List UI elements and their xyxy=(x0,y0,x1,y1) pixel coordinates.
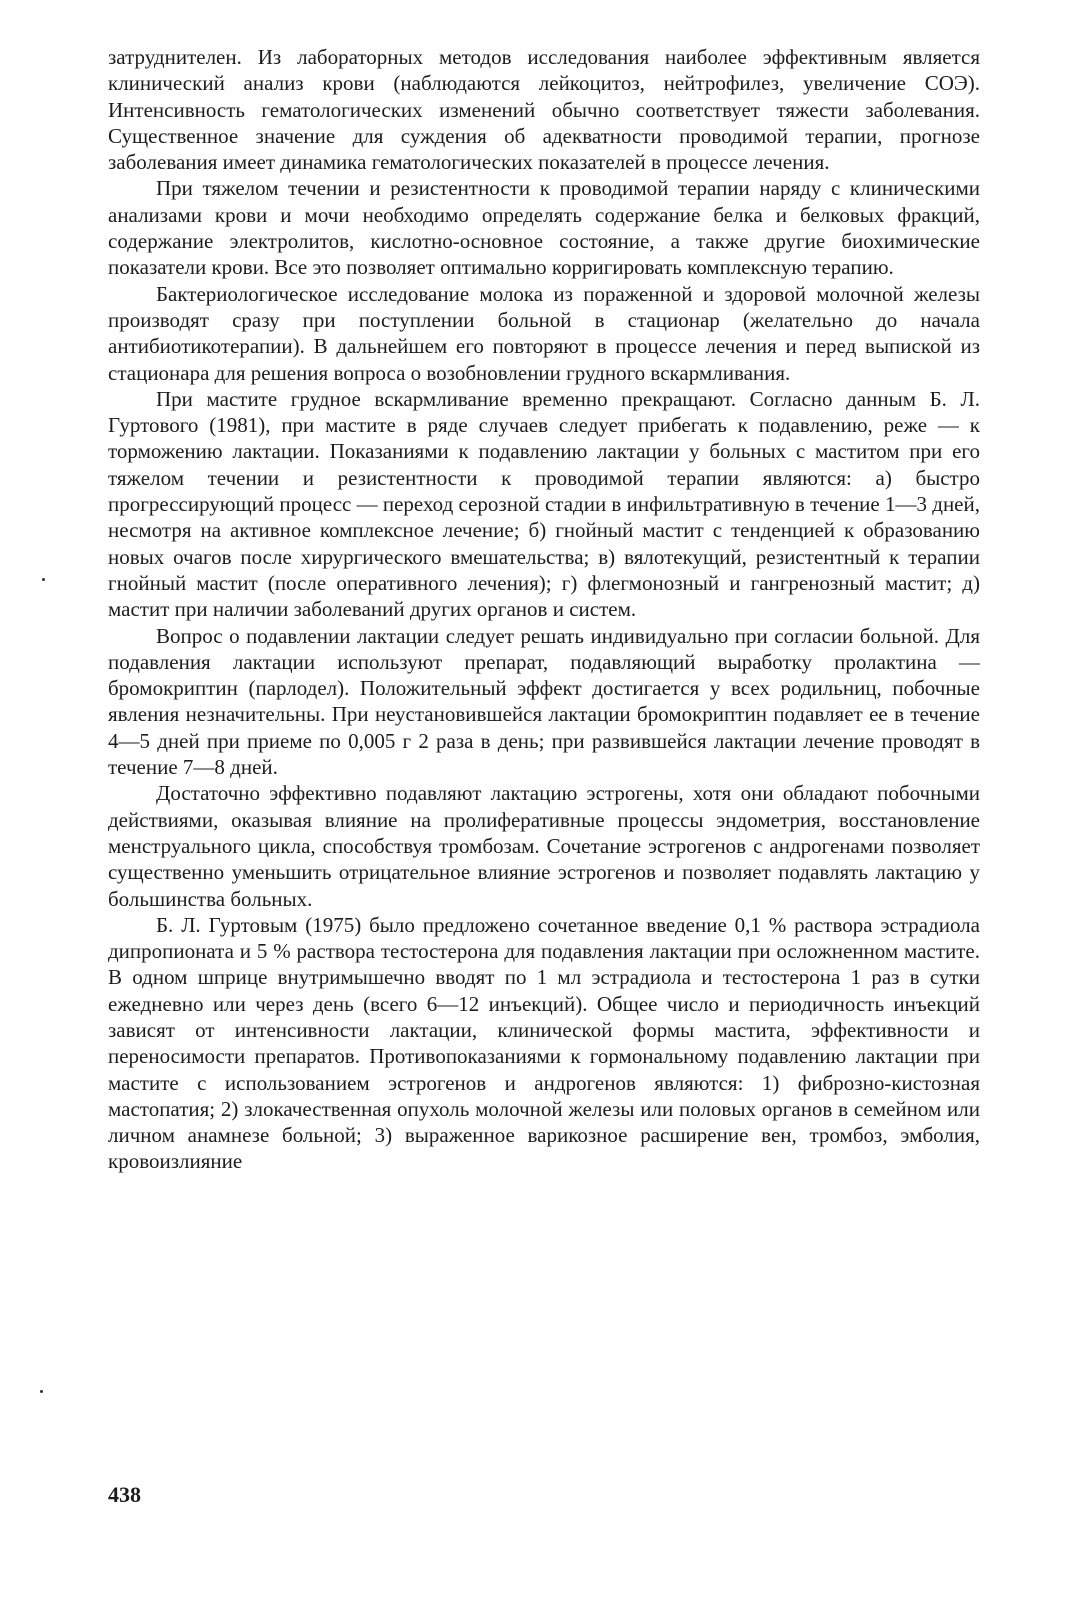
paragraph-estradiol-testosterone: Б. Л. Гуртовым (1975) было предложено сочетанное введение 0,1 % раствора эстрадиола дипропионата и 5 % раствора тестостерона для подавления лактации при осложненном мастите. В одном шприце внутримышечно вводят по 1 мл эстрадиола и тестостерона 1 раз в сутки ежедневно или через день (всего 6—12 инъекций). Общее число и периодичность инъекций зависят от интенсивности лактации, клинической формы мастита, эффективности и переносимости препаратов. Противопоказаниями к гормональному подавлению лактации при мастите с использованием эстрогенов и андрогенов являются: 1) фиброзно-кистозная мастопатия; 2) злокачественная опухоль молочной железы или половых органов в семейном или личном анамнезе больной; 3) выраженное варикозное расширение вен, тромбоз, эмболия, кровоизлияние xyxy=(108,912,980,1174)
scan-speck xyxy=(42,578,45,581)
scan-speck xyxy=(40,1390,43,1393)
paragraph-breastfeeding-indications: При мастите грудное вскармливание временно прекращают. Согласно данным Б. Л. Гуртового (1981), при мастите в ряде случаев следует прибегать к подавлению, реже — к торможению лактации. Показаниями к подавлению лактации у больных с маститом при его тяжелом течении и резистентности к проводимой терапии являются: а) быстро прогрессирующий процесс — переход серозной стадии в инфильтративную в течение 1—3 дней, несмотря на активное комплексное лечение; б) гнойный мастит с тенденцией к образованию новых очагов после хирургического вмешательства; в) вялотекущий, резистентный к терапии гнойный мастит (после оперативного лечения); г) флегмонозный и гангренозный мастит; д) мастит при наличии заболеваний других органов и систем. xyxy=(108,386,980,622)
paragraph-estrogens: Достаточно эффективно подавляют лактацию эстрогены, хотя они обладают побочными действиями, оказывая влияние на пролиферативные процессы эндометрия, восстановление менструального цикла, способствуя тромбозам. Сочетание эстрогенов с андрогенами позволяет существенно уменьшить отрицательное влияние эстрогенов и позволяет подавлять лактацию у большинства больных. xyxy=(108,781,980,911)
paragraph-severe-course: При тяжелом течении и резистентности к проводимой терапии наряду с клиническими анализами крови и мочи необходимо определять содержание белка и белковых фракций, содержание электролитов, кислотно-основное состояние, а также другие биохимические показатели крови. Все это позволяет оптимально корригировать комплексную терапию. xyxy=(108,176,980,280)
page-number: 438 xyxy=(108,1482,141,1507)
paragraph-bromocriptine: Вопрос о подавлении лактации следует решать индивидуально при согласии больной. Для подавления лактации используют препарат, подавляющий выработку пролактина — бромокриптин (парлодел). Положительный эффект достигается у всех родильниц, побочные явления незначительны. При неустановившейся лактации бромокриптин подавляет ее в течение 4—5 дней при приеме по 0,005 г 2 раза в день; при развившейся лактации лечение проводят в течение 7—8 дней. xyxy=(108,623,980,780)
paragraph-lab-methods: затруднителен. Из лабораторных методов исследования наиболее эффективным является клинический анализ крови (наблюдаются лейкоцитоз, нейтрофилез, увеличение СОЭ). Интенсивность гематологических изменений обычно соответствует тяжести заболевания. Существенное значение для суждения об адекватности проводимой терапии, прогнозе заболевания имеет динамика гематологических показателей в процессе лечения. xyxy=(108,45,980,175)
paragraph-bacteriology: Бактериологическое исследование молока из пораженной и здоровой молочной железы производят сразу при поступлении больной в стационар (желательно до начала антибиотикотерапии). В дальнейшем его повторяют в процессе лечения и перед выпиской из стационара для решения вопроса о возобновлении грудного вскармливания. xyxy=(108,281,980,385)
